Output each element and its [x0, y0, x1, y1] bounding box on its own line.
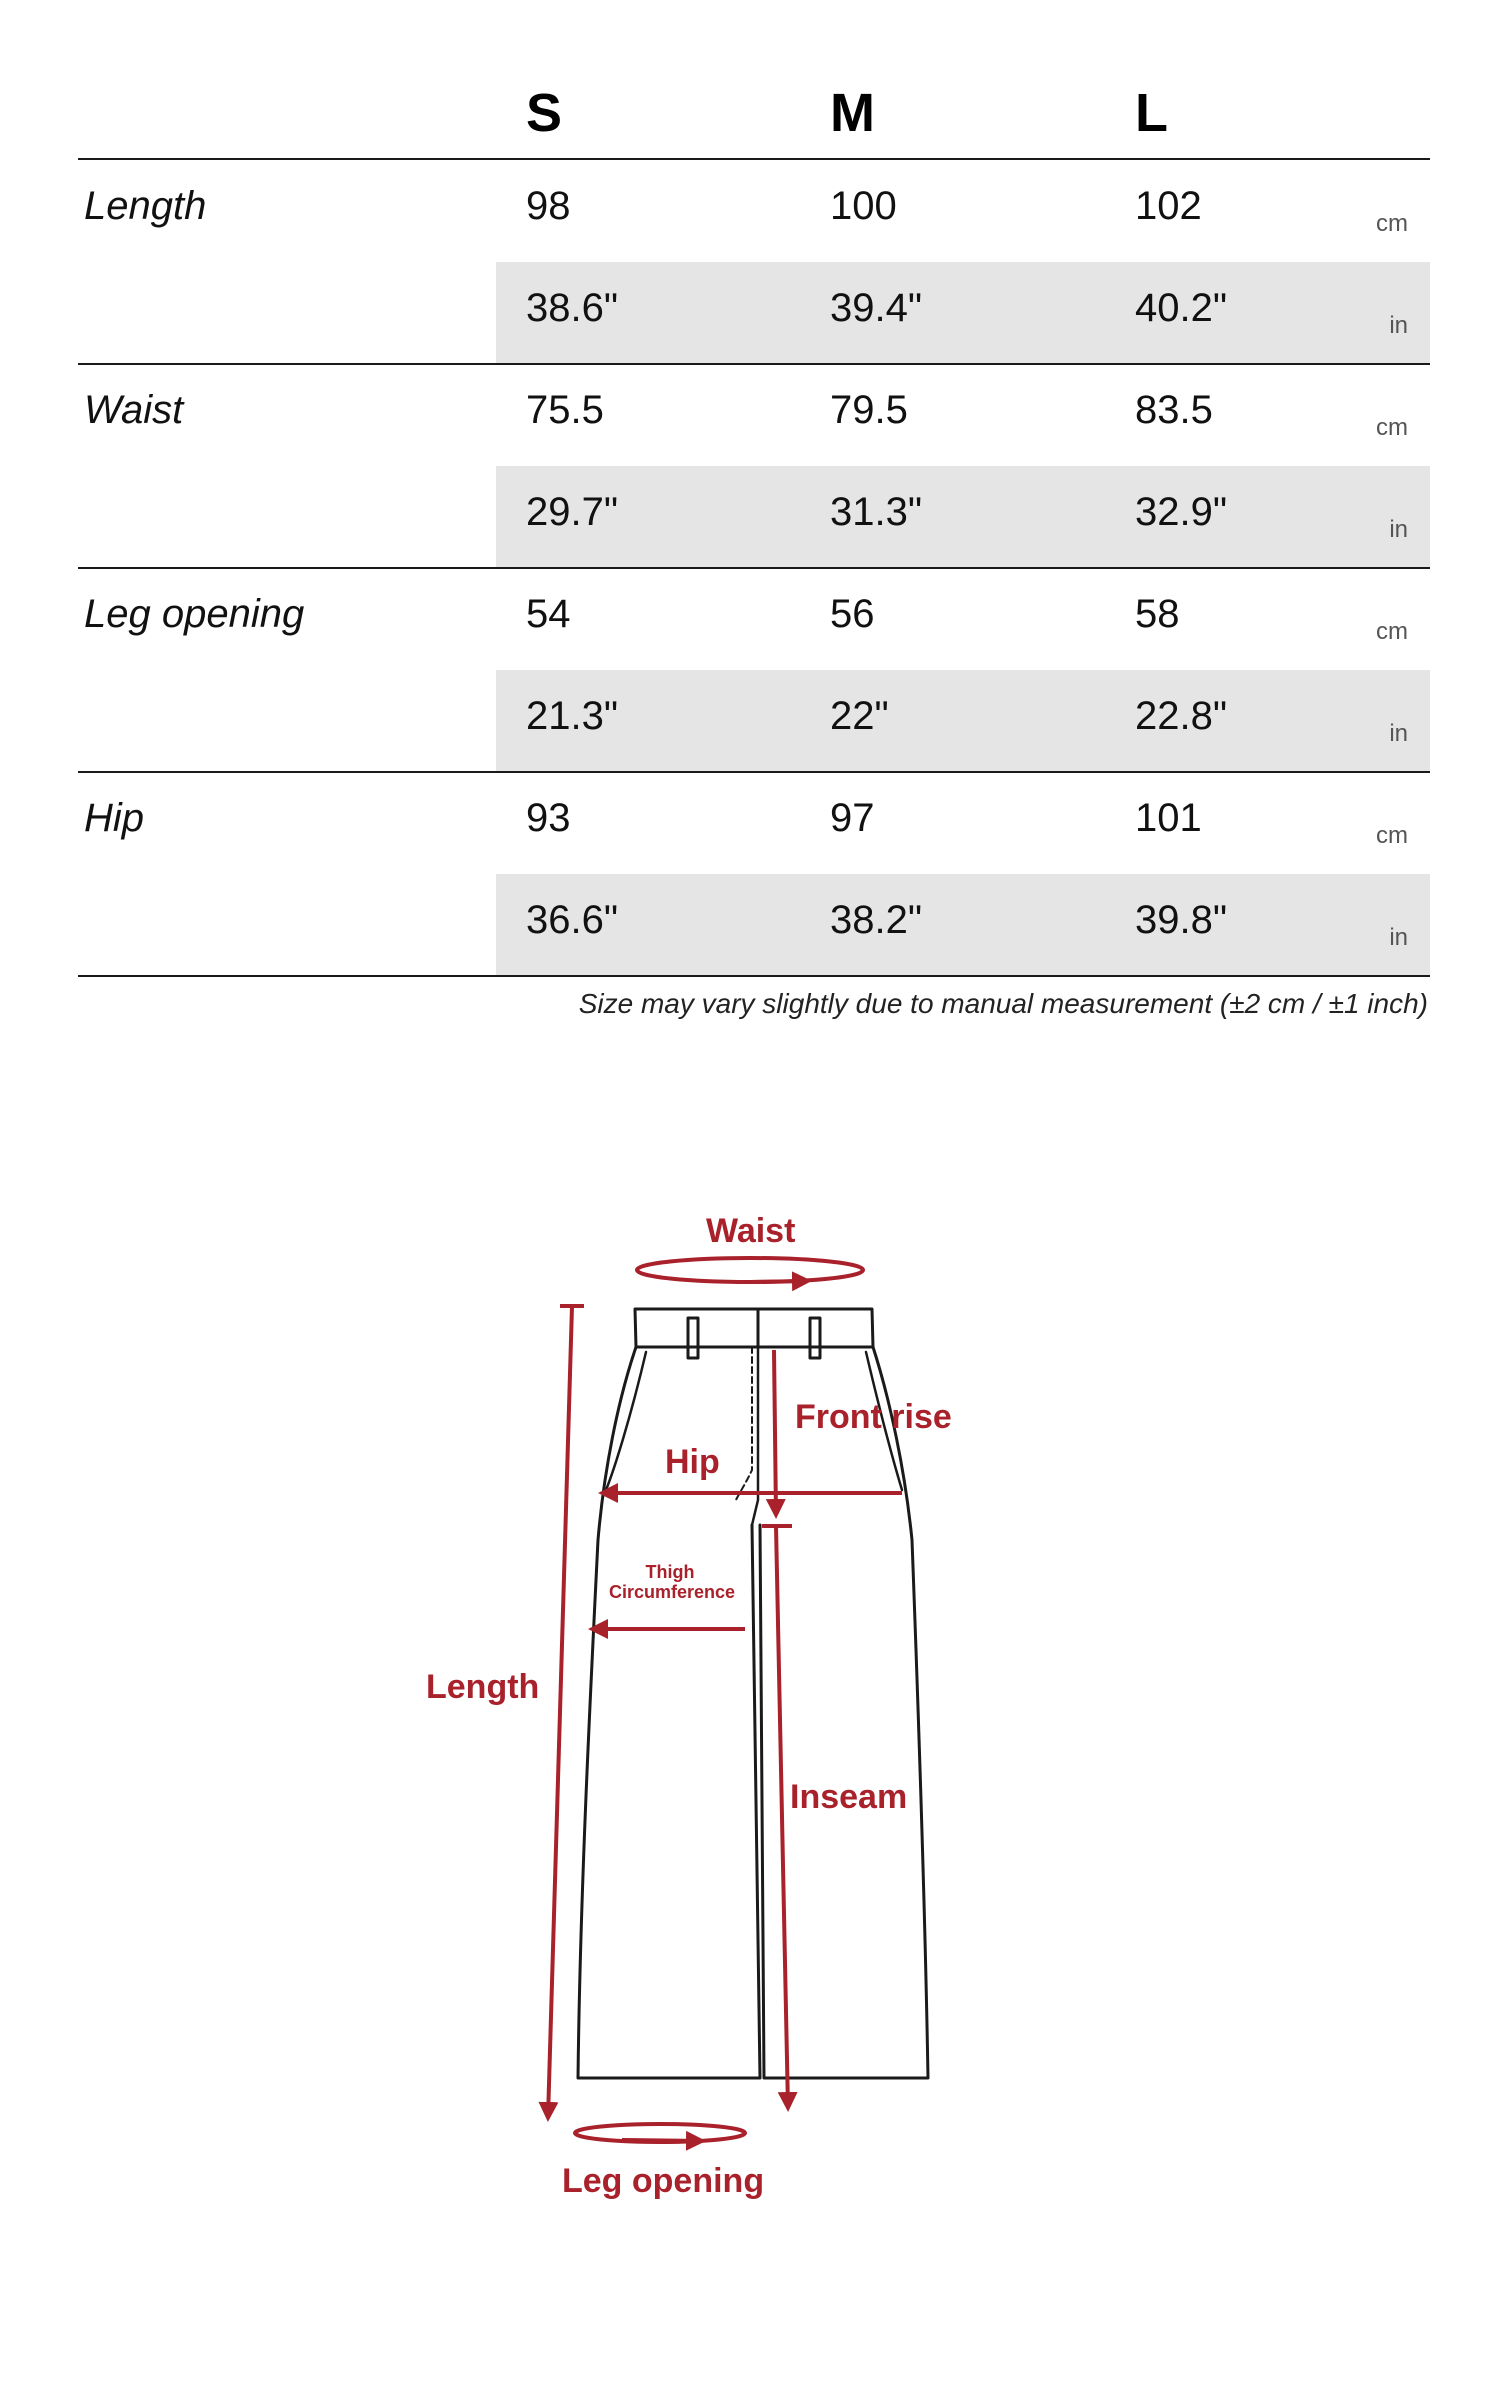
value-cell: 102 [1135, 184, 1202, 228]
size-header-m: M [830, 83, 875, 143]
value-cell: 39.4" [830, 286, 923, 330]
unit-label-in: in [1389, 312, 1408, 339]
value-cell: 31.3" [830, 490, 923, 534]
unit-label-cm: cm [1376, 618, 1408, 645]
front-rise-label: Front rise [795, 1398, 952, 1436]
row-leg-opening-cm [78, 568, 1430, 669]
row-length-in [78, 262, 1430, 363]
inseam-arrow [776, 1526, 788, 2108]
value-cell: 29.7" [526, 490, 619, 534]
unit-label-cm: cm [1376, 822, 1408, 849]
unit-label-cm: cm [1376, 414, 1408, 441]
value-cell: 98 [526, 184, 571, 228]
row-leg-opening-in [78, 670, 1430, 771]
measurement-label: Length [84, 184, 207, 228]
thigh-label-line1: Thigh [645, 1562, 695, 1582]
value-cell: 22" [830, 694, 889, 738]
pants-measurement-diagram [0, 1150, 1500, 2250]
inseam-label: Inseam [790, 1778, 908, 1816]
unit-label-cm: cm [1376, 210, 1408, 237]
size-header-row [78, 70, 1430, 158]
value-cell: 79.5 [830, 388, 908, 432]
size-header-s: S [526, 83, 563, 143]
measurement-disclaimer: Size may vary slightly due to manual measurement (±2 cm / ±1 inch) [578, 988, 1428, 1019]
group-divider [78, 975, 1430, 977]
row-waist-in [78, 466, 1430, 567]
row-waist-cm [78, 364, 1430, 465]
measurement-label: Waist [84, 388, 184, 432]
length-label: Length [426, 1668, 540, 1706]
value-cell: 100 [830, 184, 897, 228]
row-length-cm [78, 160, 1430, 261]
front-rise-arrow [774, 1350, 776, 1515]
thigh-label-line2: Circumference [608, 1582, 736, 1602]
value-cell: 38.2" [830, 898, 923, 942]
measurement-label: Leg opening [84, 592, 305, 636]
value-cell: 38.6" [526, 286, 619, 330]
unit-label-in: in [1389, 516, 1408, 543]
row-hip-cm [78, 772, 1430, 873]
value-cell: 39.8" [1135, 898, 1228, 942]
value-cell: 56 [830, 592, 875, 636]
value-cell: 101 [1135, 796, 1202, 840]
unit-label-in: in [1389, 720, 1408, 747]
row-hip-in [78, 874, 1430, 975]
leg-opening-arrow [622, 2140, 702, 2141]
value-cell: 40.2" [1135, 286, 1228, 330]
value-cell: 32.9" [1135, 490, 1228, 534]
value-cell: 21.3" [526, 694, 619, 738]
size-header-l: L [1135, 83, 1168, 143]
value-cell: 83.5 [1135, 388, 1213, 432]
waist-label: Waist [706, 1212, 796, 1250]
value-cell: 54 [526, 592, 571, 636]
value-cell: 36.6" [526, 898, 619, 942]
size-chart-table [78, 70, 1430, 951]
value-cell: 75.5 [526, 388, 604, 432]
value-cell: 97 [830, 796, 875, 840]
waist-arrow [750, 1281, 808, 1282]
waist-measure-loop [637, 1258, 863, 1282]
leg-opening-label: Leg opening [562, 2162, 765, 2200]
hip-label: Hip [665, 1443, 720, 1481]
value-cell: 58 [1135, 592, 1180, 636]
value-cell: 22.8" [1135, 694, 1228, 738]
length-arrow [548, 1306, 572, 2118]
value-cell: 93 [526, 796, 571, 840]
unit-label-in: in [1389, 924, 1408, 951]
measurement-label: Hip [84, 796, 145, 840]
